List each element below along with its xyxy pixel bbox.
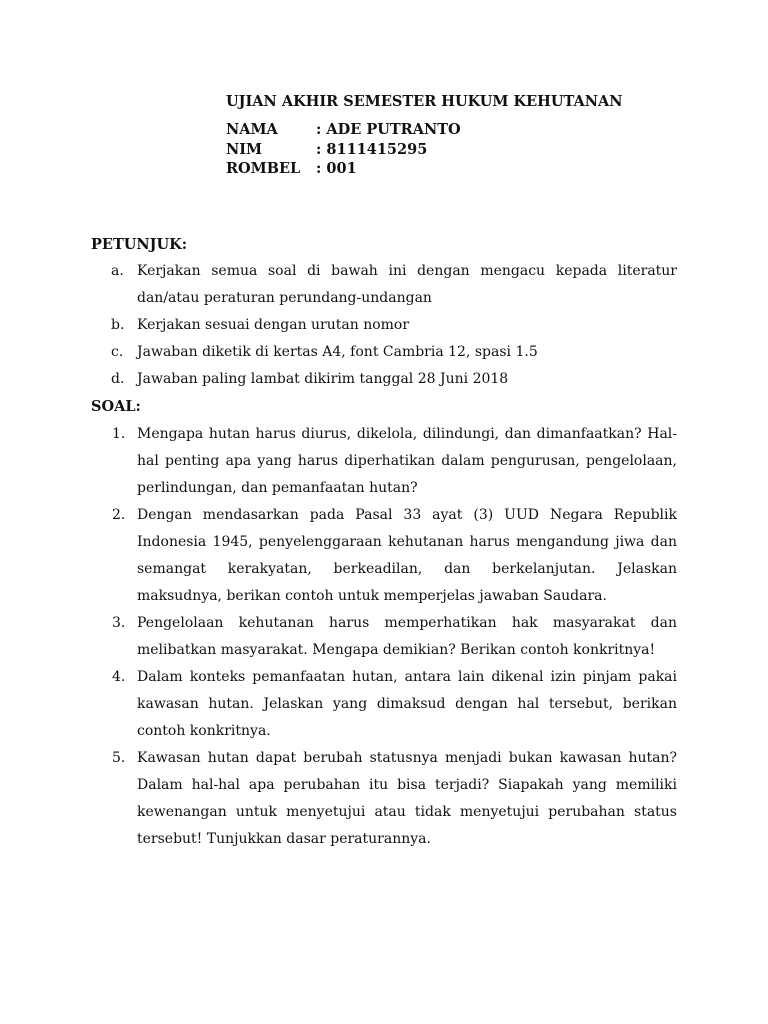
- question-text: Pengelolaan kehutanan harus memperhatikan hak masyarakat dan melibatkan masyarakat. Mengapa demikian? Berikan contoh konkritnya!: [137, 615, 677, 658]
- question-text: Mengapa hutan harus diurus, dikelola, dilindungi, dan dimanfaatkan? Hal-hal penting apa yang harus diperhatikan dalam pengurusan, pengelolaan, perlindungan, dan pemanfaatan hutan?: [137, 426, 677, 496]
- nim-value: : 8111415295: [316, 141, 428, 158]
- question-text: Dengan mendasarkan pada Pasal 33 ayat (3) UUD Negara Republik Indonesia 1945, penyelenggaraan kehutanan harus mengandung jiwa dan semangat kerakyatan, berkeadilan, dan berkelanjutan. Jelaskan maksudnya, berikan contoh untuk memperjelas jawaban Saudara.: [137, 507, 677, 604]
- instruction-item: [91, 366, 677, 393]
- instruction-item: [91, 339, 677, 366]
- questions-heading: SOAL:: [91, 398, 141, 415]
- instruction-text: Jawaban diketik di kertas A4, font Cambria 12, spasi 1.5: [137, 344, 538, 360]
- list-marker: 5.: [112, 750, 126, 766]
- question-item: [91, 502, 677, 610]
- list-marker: 1.: [112, 426, 126, 442]
- list-marker: b.: [111, 317, 125, 333]
- question-item: [91, 610, 677, 664]
- instruction-item: [91, 258, 677, 312]
- question-item: [91, 745, 677, 853]
- question-text: Kawasan hutan dapat berubah statusnya menjadi bukan kawasan hutan? Dalam hal-hal apa perubahan itu bisa terjadi? Siapakah yang memiliki kewenangan untuk menyetujui atau tidak menyetujui perubahan status tersebut! Tunjukkan dasar peraturannya.: [137, 750, 677, 847]
- nim-label: NIM: [226, 141, 263, 158]
- list-marker: 2.: [112, 507, 126, 523]
- instructions-list: [91, 258, 677, 393]
- instructions-heading: PETUNJUK:: [91, 236, 188, 253]
- student-rombel-row: [226, 160, 357, 177]
- list-marker: c.: [111, 344, 124, 360]
- question-item: [91, 421, 677, 502]
- rombel-value: : 001: [316, 160, 357, 177]
- student-nim-row: [226, 141, 427, 158]
- instruction-text: Kerjakan semua soal di bawah ini dengan mengacu kepada literatur dan/atau peraturan perundang-undangan: [137, 263, 677, 306]
- instruction-text: Kerjakan sesuai dengan urutan nomor: [137, 317, 410, 333]
- list-marker: 3.: [112, 615, 126, 631]
- student-name-row: [226, 121, 461, 138]
- list-marker: 4.: [112, 669, 126, 685]
- rombel-label: ROMBEL: [226, 160, 301, 177]
- document-title: UJIAN AKHIR SEMESTER HUKUM KEHUTANAN: [226, 93, 623, 110]
- instruction-text: Jawaban paling lambat dikirim tanggal 28 Juni 2018: [137, 371, 509, 387]
- questions-list: [91, 421, 677, 853]
- name-value: : ADE PUTRANTO: [316, 121, 461, 138]
- name-label: NAMA: [226, 121, 278, 138]
- question-text: Dalam konteks pemanfaatan hutan, antara lain dikenal izin pinjam pakai kawasan hutan. Jelaskan yang dimaksud dengan hal tersebut, berikan contoh konkritnya.: [137, 669, 677, 739]
- list-marker: d.: [111, 371, 125, 387]
- instruction-item: [91, 312, 677, 339]
- question-item: [91, 664, 677, 745]
- list-marker: a.: [111, 263, 124, 279]
